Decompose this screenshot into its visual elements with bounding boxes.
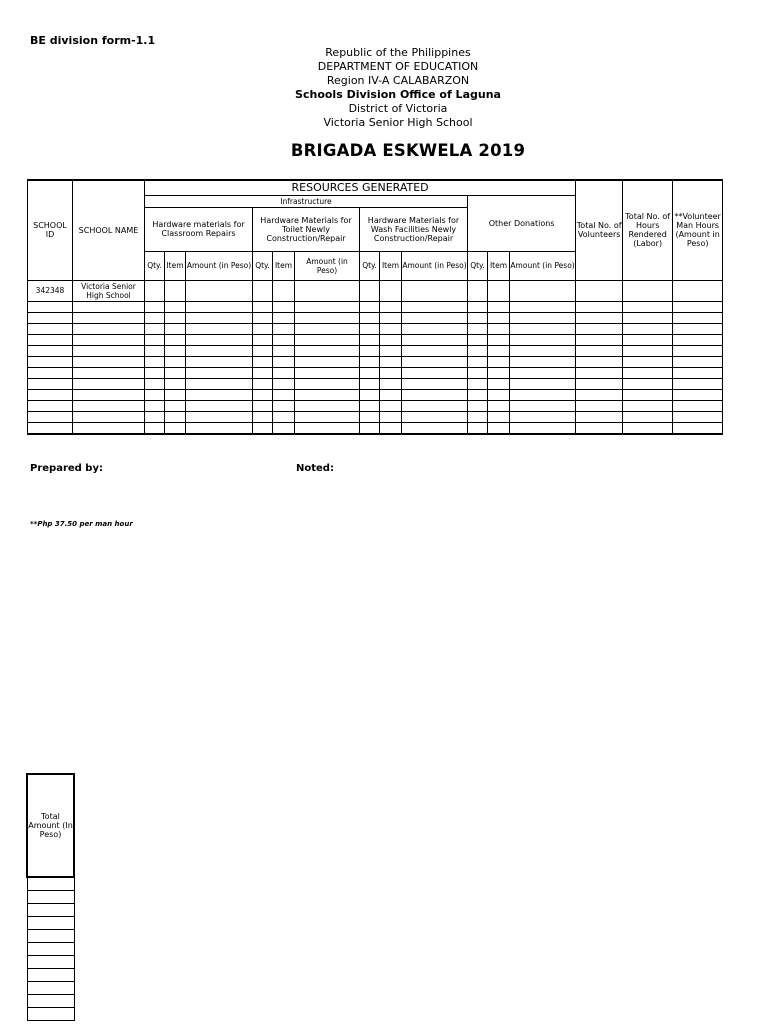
resources-generated-header: RESOURCES GENERATED bbox=[145, 180, 576, 195]
table-row bbox=[28, 411, 723, 422]
qty-header: Qty. bbox=[253, 251, 273, 280]
header-district: District of Victoria bbox=[348, 102, 448, 115]
amount-header: Amount (in Peso) bbox=[402, 251, 468, 280]
table-row bbox=[28, 356, 723, 367]
item-header: Item bbox=[273, 251, 295, 280]
table-row bbox=[27, 877, 74, 891]
table-row bbox=[27, 930, 74, 943]
qty-header: Qty. bbox=[145, 251, 165, 280]
table-row bbox=[27, 891, 74, 904]
table-row bbox=[28, 389, 723, 400]
other-donations-header: Other Donations bbox=[468, 195, 576, 251]
wash-facilities-header: Hardware Materials for Wash Facilities Newly Construction/Repair bbox=[360, 207, 468, 251]
table-row bbox=[27, 917, 74, 930]
total-hours-header: Total No. of Hours Rendered (Labor) bbox=[623, 180, 673, 280]
school-name-header: SCHOOL NAME bbox=[73, 180, 145, 280]
total-volunteers-header: Total No. of Volunteers bbox=[576, 180, 623, 280]
amount-header: Amount (in Peso) bbox=[510, 251, 576, 280]
table-row bbox=[28, 345, 723, 356]
form-title: BRIGADA ESKWELA 2019 bbox=[290, 141, 526, 160]
table-row bbox=[27, 969, 74, 982]
table-row bbox=[28, 367, 723, 378]
header-republic: Republic of the Philippines bbox=[325, 46, 471, 59]
header-region: Region IV-A CALABARZON bbox=[326, 74, 470, 87]
total-amount-header: Total Amount (In Peso) bbox=[27, 774, 74, 877]
classroom-repairs-header: Hardware materials for Classroom Repairs bbox=[145, 207, 253, 251]
qty-header: Qty. bbox=[468, 251, 488, 280]
resources-table bbox=[27, 179, 723, 435]
prepared-by-label: Prepared by: bbox=[30, 463, 103, 474]
header-division: Schools Division Office of Laguna bbox=[295, 88, 501, 101]
table-row bbox=[27, 943, 74, 956]
table-row bbox=[27, 904, 74, 917]
toilet-construction-header: Hardware Materials for Toilet Newly Construction/Repair bbox=[253, 207, 360, 251]
infrastructure-header: Infrastructure bbox=[145, 195, 468, 207]
item-header: Item bbox=[488, 251, 510, 280]
table-row bbox=[28, 378, 723, 389]
amount-header: Amount (in Peso) bbox=[186, 251, 253, 280]
table-row bbox=[28, 312, 723, 323]
school-name-cell: Victoria Senior High School bbox=[73, 280, 145, 301]
table-row bbox=[27, 1008, 74, 1021]
item-header: Item bbox=[380, 251, 402, 280]
table-row bbox=[28, 400, 723, 411]
amount-header: Amount (in Peso) bbox=[295, 251, 360, 280]
table-row bbox=[27, 956, 74, 969]
table-row bbox=[28, 422, 723, 434]
header-department: DEPARTMENT OF EDUCATION bbox=[317, 60, 479, 73]
form-code: BE division form-1.1 bbox=[30, 34, 156, 47]
total-amount-table bbox=[26, 773, 75, 1021]
volunteer-man-hours-header: **Volunteer Man Hours (Amount in Peso) bbox=[673, 180, 723, 280]
qty-header: Qty. bbox=[360, 251, 380, 280]
header-school: Victoria Senior High School bbox=[323, 116, 473, 129]
noted-label: Noted: bbox=[296, 463, 334, 474]
table-row bbox=[28, 280, 723, 301]
item-header: Item bbox=[165, 251, 186, 280]
table-row bbox=[28, 301, 723, 312]
school-id-cell: 342348 bbox=[28, 280, 73, 301]
table-row bbox=[28, 334, 723, 345]
table-row bbox=[27, 995, 74, 1008]
footnote: **Php 37.50 per man hour bbox=[30, 520, 133, 528]
document-header bbox=[0, 46, 768, 130]
school-id-header: SCHOOL ID bbox=[28, 180, 73, 280]
table-row bbox=[27, 982, 74, 995]
table-row bbox=[28, 323, 723, 334]
